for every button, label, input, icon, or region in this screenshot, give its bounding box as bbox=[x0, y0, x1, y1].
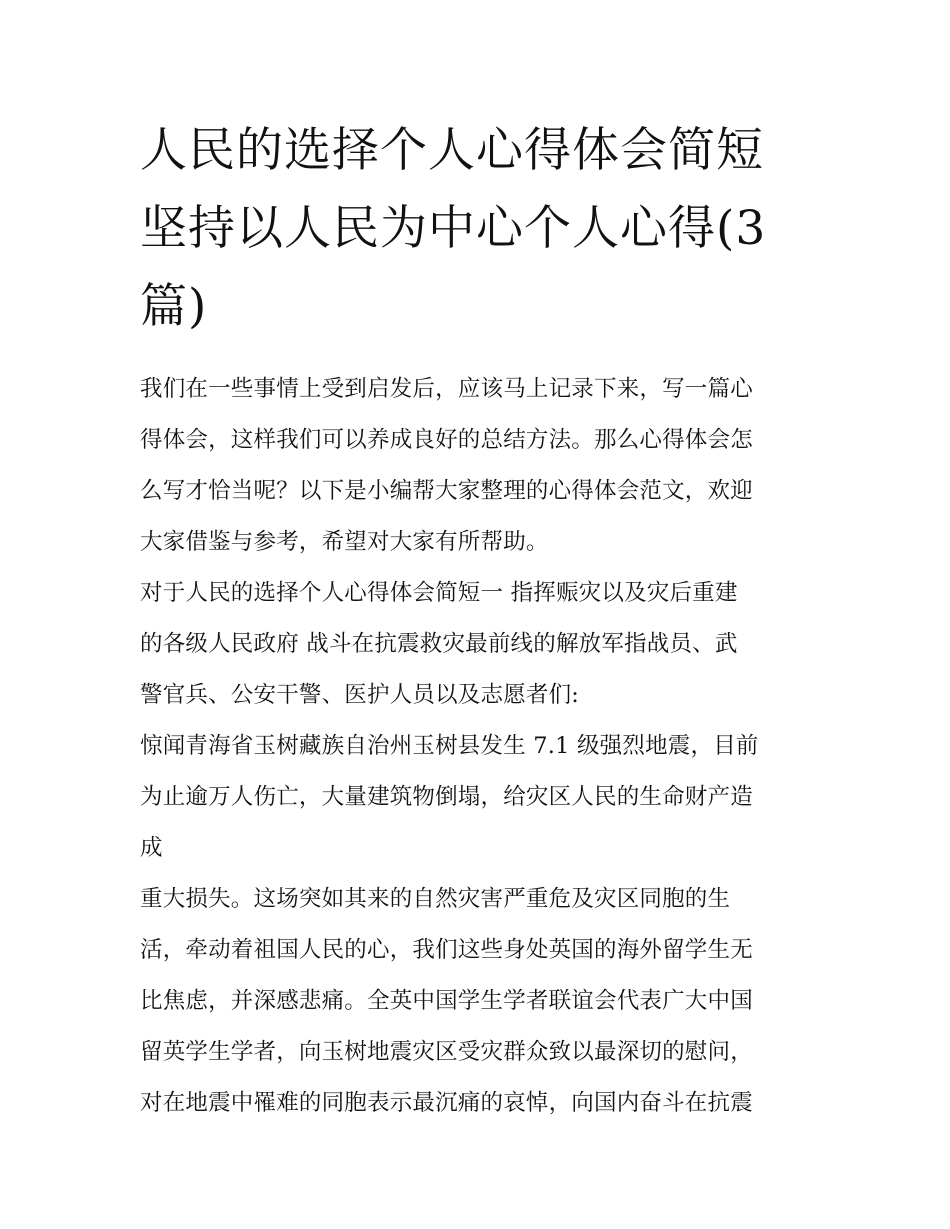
body-line: 活，牵动着祖国人民的心，我们这些身处英国的海外留学生无 bbox=[140, 937, 753, 963]
document-body bbox=[140, 364, 820, 1129]
title-line: 篇) bbox=[140, 279, 208, 334]
body-line: 对在地震中罹难的同胞表示最沉痛的哀悼，向国内奋斗在抗震 bbox=[140, 1090, 753, 1116]
body-line: 对于人民的选择个人心得体会简短一 指挥赈灾以及灾后重建 bbox=[140, 580, 738, 606]
body-line: 得体会，这样我们可以养成良好的总结方法。那么心得体会怎 bbox=[140, 427, 753, 453]
body-line: 的各级人民政府 战斗在抗震救灾最前线的解放军指战员、武 bbox=[140, 631, 738, 657]
body-line: 么写才恰当呢？以下是小编帮大家整理的心得体会范文，欢迎 bbox=[140, 478, 753, 504]
body-line: 大家借鉴与参考，希望对大家有所帮助。 bbox=[140, 529, 549, 555]
body-line: 为止逾万人伤亡，大量建筑物倒塌，给灾区人民的生命财产造 bbox=[140, 784, 753, 810]
body-line: 成 bbox=[140, 835, 163, 861]
document-page bbox=[140, 112, 820, 1129]
title-line: 人民的选择个人心得体会简短 bbox=[140, 123, 764, 178]
body-line: 重大损失。这场突如其来的自然灾害严重危及灾区同胞的生 bbox=[140, 886, 731, 912]
body-line: 我们在一些事情上受到启发后，应该马上记录下来，写一篇心 bbox=[140, 376, 753, 402]
body-line: 惊闻青海省玉树藏族自治州玉树县发生 7.1 级强烈地震，目前 bbox=[140, 733, 759, 759]
body-line: 留英学生学者，向玉树地震灾区受灾群众致以最深切的慰问， bbox=[140, 1039, 753, 1065]
title-line: 坚持以人民为中心个人心得(3 bbox=[140, 201, 767, 256]
body-line: 比焦虑，并深感悲痛。全英中国学生学者联谊会代表广大中国 bbox=[140, 988, 753, 1014]
document-title bbox=[140, 112, 820, 346]
body-line: 警官兵、公安干警、医护人员以及志愿者们: bbox=[140, 682, 580, 708]
